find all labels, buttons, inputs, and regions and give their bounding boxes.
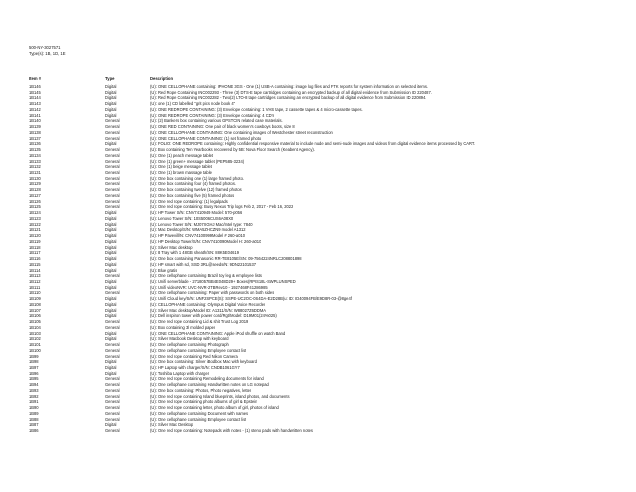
item-type: Digital — [105, 296, 117, 302]
item-number: 1B128 — [29, 187, 41, 193]
document-header — [29, 45, 66, 56]
item-description: (U): Lenovo Tower S/N: MJ07XGHJ Mac/Intel type: 7840 — [150, 221, 253, 227]
item-number: 1B90 — [29, 405, 39, 411]
item-number: 1B112 — [29, 278, 41, 284]
item-number: 1B109 — [29, 296, 41, 302]
item-description: (U): Unifi Cloud key/S/N: UNF2SPCE(S): SSPE-UC2OC-0S4DA-E2D28B(u: ID: ID40094FB/E9D8R-03-@8ge4f — [150, 296, 352, 302]
item-number: 1B92 — [29, 393, 39, 399]
item-number: 1B106 — [29, 313, 41, 319]
item-description: (U): One (1) beige message tablet — [150, 164, 212, 170]
item-number: 1B145 — [29, 89, 41, 95]
item-type: General — [105, 342, 120, 348]
item-description: (U): One red rope containing: Busy Nexus Trip logs Feb 2, 2017 - Feb 16, 2022 — [150, 204, 294, 210]
item-type: Digital — [105, 250, 117, 256]
item-number: 1B113 — [29, 273, 41, 279]
item-number: 1B142 — [29, 106, 41, 112]
item-type: Digital — [105, 84, 117, 89]
item-description: (U): ONE CELLOPHANE CONTAINING: (1) set framed photo — [150, 135, 262, 141]
item-type: Digital — [105, 330, 117, 336]
item-type: General — [105, 393, 120, 399]
item-description: (U): Lenovo Tower S/N: 10S5006CUS6A08X0 — [150, 215, 234, 221]
item-number: 1B137 — [29, 135, 41, 141]
item-type: Digital — [105, 141, 117, 147]
item-number: 1B116 — [29, 256, 41, 262]
item-description: (U): HP smart with sd, SSD 3RL@seeds/N: 9DN22101537 — [150, 261, 257, 267]
item-description: (U): One box containing four (4) framed photos. — [150, 181, 237, 187]
item-description: (U): HP Tower S/N: CNV7410949 Model: 570-p056 — [150, 210, 243, 216]
item-description: (U): Toshiba Laptop with charger — [150, 370, 210, 376]
item-number: 1B125 — [29, 204, 41, 210]
item-type: Digital — [105, 95, 117, 101]
item-description: (U): 8 Tray with 1 48GB sheath/SN: 88K5E04619 — [150, 250, 239, 256]
item-description: (U): ONE CELLOPHANE CONTAINING: Apple iPod shuffle on watch Band — [150, 330, 286, 336]
item-number: 1B99 — [29, 353, 39, 359]
item-number: 1B146 — [29, 84, 41, 89]
item-description: (U): One box containing: Silver iBodbox Mac with keyboard — [150, 359, 257, 365]
item-number: 1B117 — [29, 250, 41, 256]
item-description: (U): One cellophane containing Brazil toy leg & employee lists — [150, 273, 262, 279]
item-number: 1B102 — [29, 336, 41, 342]
item-number: 1B126 — [29, 198, 41, 204]
item-type: Digital — [105, 278, 117, 284]
item-type: General — [105, 399, 120, 405]
item-number: 1B132 — [29, 164, 41, 170]
item-type: Digital — [105, 307, 117, 313]
item-number: 1B103 — [29, 330, 41, 336]
item-description: (U): One red rope containing Remodeling documents for island — [150, 376, 264, 382]
item-number: 1B121 — [29, 227, 41, 233]
item-type: General — [105, 353, 120, 359]
item-description: (U): HP Desktop Tower/S/N: CNV7410090Model H: 260-a010 — [150, 238, 262, 244]
item-number: 1B105 — [29, 319, 41, 325]
item-number: 1B93 — [29, 387, 39, 393]
item-type: General — [105, 158, 120, 164]
item-number: 1B133 — [29, 158, 41, 164]
item-description: (U): CELLOPHANE containing: Olympus Digital Voice Recorder — [150, 301, 266, 307]
item-description: (U): One red rope containing Lid & shit Trust Log 2019 — [150, 319, 249, 325]
item-number: 1B111 — [29, 284, 41, 290]
item-number: 1B115 — [29, 261, 41, 267]
item-description: (U): Unifi videoNVR: UVC-NVR-2TBRev10 - 1927468F41286985 — [150, 284, 268, 290]
item-number: 1B96 — [29, 370, 39, 376]
item-number: 1B120 — [29, 233, 41, 239]
item-number: 1B87 — [29, 422, 39, 428]
item-number: 1B140 — [29, 118, 41, 124]
item-description: (U): Box containing 3l molded paper — [150, 324, 216, 330]
item-number: 1B139 — [29, 124, 41, 130]
item-type: Digital — [105, 359, 117, 365]
item-number: 1B108 — [29, 301, 41, 307]
item-number: 1B89 — [29, 410, 39, 416]
item-type: General — [105, 204, 120, 210]
item-number: 1B97 — [29, 364, 39, 370]
item-type: General — [105, 164, 120, 170]
item-description: (U): HP Pavevill/N: CNV74100999Model # 260-a010 — [150, 233, 246, 239]
item-description: (U): one (1) CD labelled "grit pics node book 4" — [150, 101, 236, 107]
item-description: (U): One red rope containing Red Nikon Camera — [150, 353, 238, 359]
item-type: Digital — [105, 284, 117, 290]
item-description: (U): Silver Mac Desktop — [150, 422, 194, 428]
item-number: 1B100 — [29, 347, 41, 353]
item-type: General — [105, 192, 120, 198]
item-type: Digital — [105, 313, 117, 319]
item-number: 1B114 — [29, 267, 41, 273]
item-type: Digital — [105, 215, 117, 221]
item-number: 1B94 — [29, 382, 39, 388]
item-type: General — [105, 428, 120, 434]
item-description: (U): HP Laptop with charger/S/N: CNDB1061GY7 — [150, 364, 240, 370]
item-type: Digital — [105, 244, 117, 250]
item-type: Digital — [105, 422, 117, 428]
item-number: 1B122 — [29, 221, 41, 227]
item-type: General — [105, 152, 120, 158]
item-number: 1B104 — [29, 324, 41, 330]
item-description: (U): One (1) peach message tablet — [150, 152, 214, 158]
column-header-item: Item # — [29, 76, 42, 81]
item-number: 1B123 — [29, 215, 41, 221]
item-type: General — [105, 376, 120, 382]
item-number: 1B119 — [29, 238, 41, 244]
item-description: (U): Silver Mac desktop — [150, 244, 193, 250]
item-type: Digital — [105, 238, 117, 244]
item-description: (U): One (1) green+ message tablet (PEP585-3234) — [150, 158, 245, 164]
item-type: Digital — [105, 106, 117, 112]
item-description: (U): ONE CELLOPHANE CONTAINING: One containing images of Westchester street reconstruction — [150, 129, 333, 135]
item-type: General — [105, 135, 120, 141]
item-type: General — [105, 387, 120, 393]
item-number: 1B144 — [29, 95, 41, 101]
item-description: (U): One box containing: Photos, Photo negatives, letter — [150, 387, 252, 393]
item-description: (U): Silver Mac desktop/Model ID: A1311/S/N: W88027Z6DDMA — [150, 307, 266, 313]
item-description: (U): ONE RED CONTAINING: One pair of black women's cowboys boots, size 8 — [150, 124, 295, 130]
item-description: (U): Dell inspiron tower with power cord/Rgt/Model: D19M01(24%025) — [150, 313, 277, 319]
item-description: (U): One cellophane containing Employee contact list — [150, 416, 247, 422]
item-type: Digital — [105, 256, 117, 262]
item-type: General — [105, 118, 120, 124]
item-type: General — [105, 324, 120, 330]
evidence-table-body — [0, 84, 636, 434]
item-type: General — [105, 290, 120, 296]
item-type: General — [105, 147, 120, 153]
item-type: General — [105, 273, 120, 279]
item-description: (U): One (1) brown massage table — [150, 170, 212, 176]
column-header-description: Description — [150, 76, 174, 81]
item-description: (U): One cellophane containing Handwritten notes on LG notepad — [150, 382, 269, 388]
item-description: (U): Red Rope Containing INC002282 - Two(2) LTO-8 tape cartridges containing an encrypted backup of all digital evidence from Submission ID 220894. — [150, 95, 427, 101]
item-number: 1B143 — [29, 101, 41, 107]
item-number: 1B91 — [29, 399, 39, 405]
item-description: (U): One cellophane containing Employee contact list — [150, 347, 247, 353]
item-type: General — [105, 187, 120, 193]
item-number: 1B101 — [29, 342, 41, 348]
item-description: (U): Unifi serverblade - 2718057BB4E048D29+ Boxes(RPIS18L-SWPLUNSPED — [150, 278, 296, 284]
item-number: 1B135 — [29, 147, 41, 153]
item-description: (U): Silver Macbook Desktop with keyboard — [150, 336, 229, 342]
item-number: 1B118 — [29, 244, 41, 250]
item-description: (U): Mac Desktop/S/N: WMA5ZHCZN9 model A1312 — [150, 227, 246, 233]
item-description: (U): ONE REDROPE CONTAINING: (3) Envelope containing: 1 VHS tape, 2 cassette tapes & 4 micro-cassette tapes. — [150, 106, 363, 112]
item-number: 1B110 — [29, 290, 41, 296]
item-type: Digital — [105, 336, 117, 342]
item-type: Digital — [105, 233, 117, 239]
item-description: (U): One cellophane containing Document with names — [150, 410, 249, 416]
item-description: (U): Box containing Ten Yearbooks recovered by 5B: Nova Floor Search (Keabent Agency). — [150, 147, 315, 153]
item-description: (U): One red rope containing letter, photo album of girl, photos of island — [150, 405, 279, 411]
item-number: 1B131 — [29, 170, 41, 176]
item-type: General — [105, 416, 120, 422]
item-type: Digital — [105, 89, 117, 95]
item-type: Digital — [105, 101, 117, 107]
item-description: (U): One red rope containing: (1) legalpads — [150, 198, 228, 204]
item-description: (U): Blue gratis — [150, 267, 178, 273]
column-header-type: Type — [105, 76, 115, 81]
item-number: 1B127 — [29, 192, 41, 198]
item-number: 1B86 — [29, 428, 39, 434]
item-description: (U): One box containing one (1) large framed photo. — [150, 175, 244, 181]
item-number: 1B138 — [29, 129, 41, 135]
item-number: 1B130 — [29, 175, 41, 181]
item-description: (U): One box containing five (5) framed photos — [150, 192, 235, 198]
case-number: 500-NY-3027571 — [29, 45, 61, 50]
item-type: General — [105, 410, 120, 416]
item-type: Digital — [105, 261, 117, 267]
item-description: (U): One red rope containing: Notepads with notes - (1) steno pads with handwritten notes — [150, 428, 313, 434]
item-number: 1B134 — [29, 152, 41, 158]
table-row — [0, 428, 636, 434]
item-description: (U): One box containing Panasonic RR-TE8105E/SN: 09-7564224NRLC208801898 — [150, 256, 302, 262]
item-description: (U): FOLIO: ONE REDROPE containing: Highly confidential responsive material to include nude and semi-nude images and videos from digital evidence items processed by CART. — [150, 141, 476, 147]
item-description: (U): One cellophane containing: Paper with passwords on both sides — [150, 290, 275, 296]
item-type: Digital — [105, 221, 117, 227]
item-description: (U): One box containing twelve (12) framed photos — [150, 187, 242, 193]
item-number: 1B124 — [29, 210, 41, 216]
item-number: 1B129 — [29, 181, 41, 187]
item-description: (U): ONE CELLOPHANE containing: IPHONE 3GS - One (1) USB-A containing: image log files and FTK reports for system information on selected items. — [150, 84, 429, 89]
item-type: Digital — [105, 267, 117, 273]
type-filter-line: Type(s): 1B, 1D, 1E — [29, 50, 66, 56]
item-description: (U): One red rope containing Island blueprints, island photos, and documents — [150, 393, 290, 399]
item-description: (U): Red Rope Containing INC002293 - Three (3) DTS-E tape cartridges containing an encrypted backup of all digital evidence from Submission ID 220487. — [150, 89, 432, 95]
item-number: 1B95 — [29, 376, 39, 382]
item-type: Digital — [105, 370, 117, 376]
item-number: 1B107 — [29, 307, 41, 313]
item-number: 1B88 — [29, 416, 39, 422]
item-type: General — [105, 181, 120, 187]
item-description: (U): (2) Bankers box containing various GPSTCIN related case materials. — [150, 118, 283, 124]
item-description: (U): ONE REDROPE CONTAINING: (3) Envelope containing: 4 CD's — [150, 112, 275, 118]
item-number: 1B141 — [29, 112, 41, 118]
item-type: Digital — [105, 210, 117, 216]
item-type: General — [105, 319, 120, 325]
item-type: Digital — [105, 364, 117, 370]
item-type: General — [105, 382, 120, 388]
item-number: 1B98 — [29, 359, 39, 365]
item-type: General — [105, 175, 120, 181]
item-description: (U): One red rope containing photo albums of girl & Epstein — [150, 399, 258, 405]
item-type: Digital — [105, 112, 117, 118]
item-type: Digital — [105, 301, 117, 307]
item-type: General — [105, 170, 120, 176]
item-type: General — [105, 347, 120, 353]
item-type: General — [105, 405, 120, 411]
item-type: General — [105, 124, 120, 130]
item-number: 1B136 — [29, 141, 41, 147]
item-type: General — [105, 198, 120, 204]
item-type: General — [105, 129, 120, 135]
item-description: (U): One cellophane containing Photograph — [150, 342, 229, 348]
item-type: Digital — [105, 227, 117, 233]
